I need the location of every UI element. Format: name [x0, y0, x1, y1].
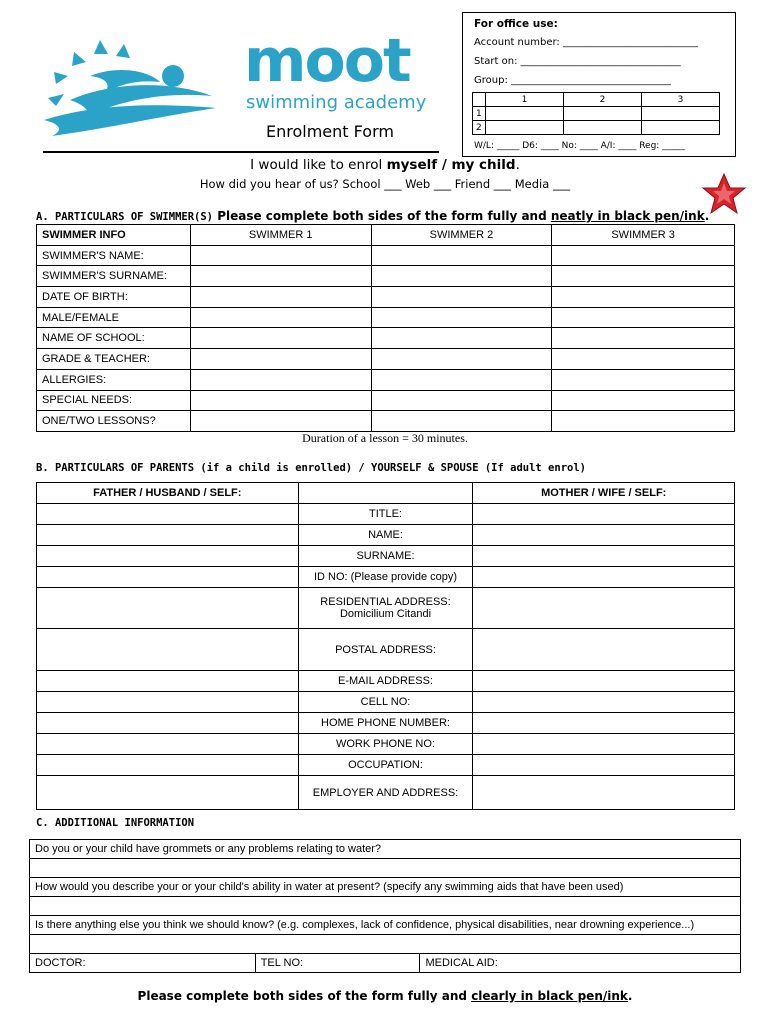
row-label: ALLERGIES:	[37, 369, 191, 390]
table-row	[30, 859, 741, 878]
table-row	[30, 897, 741, 916]
swimmer-cell[interactable]	[371, 411, 552, 432]
row-label: SPECIAL NEEDS:	[37, 390, 191, 411]
table-row	[37, 369, 735, 390]
brand-subtitle: swimming academy	[246, 92, 427, 113]
swimmer-cell[interactable]	[371, 307, 552, 328]
footer-instruction	[0, 989, 770, 1003]
table-row	[37, 588, 735, 629]
grid-row-1: 1	[473, 107, 486, 121]
father-cell[interactable]	[37, 546, 299, 567]
swimmer-1-header: SWIMMER 1	[190, 225, 371, 246]
swimmer-cell[interactable]	[371, 349, 552, 370]
table-row	[30, 916, 741, 935]
swimmer-2-header: SWIMMER 2	[371, 225, 552, 246]
grid-col-1: 1	[486, 93, 564, 107]
referral-source-line[interactable]: How did you hear of us? School ___ Web ___ Friend ___ Media ___	[199, 177, 571, 191]
start-on-field[interactable]: Start on: ________________________________	[474, 56, 681, 67]
section-b-label-rest: (if a child is enrolled) / YOURSELF & SPOUSE (If adult enrol)	[194, 462, 586, 474]
father-cell[interactable]	[37, 755, 299, 776]
swimmer-cell[interactable]	[190, 328, 371, 349]
tel-no-field[interactable]: TEL NO:	[255, 954, 420, 973]
mother-cell[interactable]	[473, 671, 735, 692]
swimmer-cell[interactable]	[190, 307, 371, 328]
swimmer-cell[interactable]	[190, 390, 371, 411]
doctor-field[interactable]: DOCTOR:	[30, 954, 256, 973]
swimmer-table	[36, 224, 735, 432]
swimmer-cell[interactable]	[190, 369, 371, 390]
row-label: ID NO: (Please provide copy)	[298, 567, 473, 588]
swimmer-cell[interactable]	[552, 369, 735, 390]
swimmer-cell[interactable]	[371, 369, 552, 390]
footer-text: Please complete both sides of the form fully and	[137, 989, 472, 1003]
wl-line[interactable]: W/L: _____ D6: ____ No: ____ A/I: ____ Reg: _____	[474, 141, 685, 151]
grid-cell[interactable]	[564, 121, 642, 135]
mother-cell[interactable]	[473, 755, 735, 776]
table-row	[37, 349, 735, 370]
ability-answer[interactable]	[30, 897, 741, 916]
swimmer-info-header: SWIMMER INFO	[37, 225, 191, 246]
table-header-row	[37, 225, 735, 246]
father-cell[interactable]	[37, 567, 299, 588]
row-label: EMPLOYER AND ADDRESS:	[298, 776, 473, 810]
row-label: GRADE & TEACHER:	[37, 349, 191, 370]
section-c-label: C. ADDITIONAL INFORMATION	[36, 817, 195, 829]
table-row	[37, 567, 735, 588]
father-header: FATHER / HUSBAND / SELF:	[37, 483, 299, 504]
father-cell[interactable]	[37, 588, 299, 629]
row-label-sub: Domicilium Citandi	[339, 608, 432, 620]
group-field[interactable]: Group: ________________________________	[474, 75, 671, 86]
grid-row-2: 2	[473, 121, 486, 135]
footer-underlined: clearly in black pen/ink	[471, 989, 628, 1003]
swimmer-cell[interactable]	[371, 328, 552, 349]
swimmer-cell[interactable]	[190, 266, 371, 287]
table-header-row	[37, 483, 735, 504]
ability-question: How would you describe your or your child's ability in water at present? (specify any swimming aids that have been used)	[30, 878, 741, 897]
father-cell[interactable]	[37, 692, 299, 713]
mother-cell[interactable]	[473, 525, 735, 546]
swimmer-cell[interactable]	[190, 287, 371, 308]
row-label: ONE/TWO LESSONS?	[37, 411, 191, 432]
section-a-header	[36, 207, 709, 225]
grommets-question: Do you or your child have grommets or any problems relating to water?	[30, 840, 741, 859]
table-row	[37, 266, 735, 287]
enrol-myself-option[interactable]: myself	[386, 157, 438, 173]
swimmer-cell[interactable]	[552, 390, 735, 411]
table-row	[37, 776, 735, 810]
row-label: OCCUPATION:	[298, 755, 473, 776]
enrol-prefix: I would like to enrol	[250, 157, 387, 173]
swimmer-cell[interactable]	[371, 266, 552, 287]
account-number-field[interactable]: Account number: ___________________________	[474, 37, 698, 48]
grid-corner	[473, 93, 486, 107]
table-row	[37, 713, 735, 734]
row-label: NAME OF SCHOOL:	[37, 328, 191, 349]
swimmer-logo-icon	[30, 36, 230, 146]
mother-header: MOTHER / WIFE / SELF:	[473, 483, 735, 504]
table-row	[30, 935, 741, 954]
swimmer-cell[interactable]	[552, 287, 735, 308]
swimmer-cell[interactable]	[190, 245, 371, 266]
father-cell[interactable]	[37, 713, 299, 734]
table-row	[37, 671, 735, 692]
mother-cell[interactable]	[473, 629, 735, 671]
father-cell[interactable]	[37, 734, 299, 755]
table-row	[37, 307, 735, 328]
mother-cell[interactable]	[473, 546, 735, 567]
grid-col-3: 3	[642, 93, 720, 107]
mother-cell[interactable]	[473, 588, 735, 629]
mother-cell[interactable]	[473, 692, 735, 713]
office-use-box	[462, 12, 736, 157]
section-a-label: A. PARTICULARS OF SWIMMER(S)	[36, 211, 214, 223]
section-b-header	[36, 458, 586, 476]
table-row	[37, 287, 735, 308]
table-row	[37, 390, 735, 411]
row-label	[298, 588, 473, 629]
table-row	[37, 629, 735, 671]
table-row	[37, 245, 735, 266]
enrol-suffix: .	[515, 157, 520, 173]
section-a-note: Please complete both sides of the form fully and	[213, 209, 551, 223]
swimmer-cell[interactable]	[552, 245, 735, 266]
office-use-heading: For office use:	[474, 18, 558, 30]
swimmer-3-header: SWIMMER 3	[552, 225, 735, 246]
father-cell[interactable]	[37, 776, 299, 810]
form-title: Enrolment Form	[266, 122, 394, 141]
section-a-note-end: .	[704, 209, 710, 223]
row-label: HOME PHONE NUMBER:	[298, 713, 473, 734]
parents-table	[36, 482, 735, 810]
grid-cell[interactable]	[486, 107, 564, 121]
table-row	[30, 878, 741, 897]
row-label: SWIMMER'S NAME:	[37, 245, 191, 266]
grommets-answer[interactable]	[30, 859, 741, 878]
table-row	[30, 954, 741, 973]
label-column-header	[298, 483, 473, 504]
enrol-my-child-option[interactable]: my child	[451, 157, 516, 173]
grid-cell[interactable]	[486, 121, 564, 135]
row-label: MALE/FEMALE	[37, 307, 191, 328]
swimmer-cell[interactable]	[552, 266, 735, 287]
table-row	[37, 734, 735, 755]
row-label: CELL NO:	[298, 692, 473, 713]
table-row	[37, 692, 735, 713]
row-label-main: RESIDENTIAL ADDRESS:	[320, 596, 451, 608]
mother-cell[interactable]	[473, 776, 735, 810]
section-b-label: B. PARTICULARS OF PARENTS	[36, 462, 195, 474]
father-cell[interactable]	[37, 504, 299, 525]
table-row	[37, 504, 735, 525]
row-label: SURNAME:	[298, 546, 473, 567]
row-label: WORK PHONE NO:	[298, 734, 473, 755]
grid-cell[interactable]	[642, 121, 720, 135]
swimmer-cell[interactable]	[190, 349, 371, 370]
swimmer-cell[interactable]	[371, 287, 552, 308]
footer-end: .	[627, 989, 633, 1003]
lesson-duration-note: Duration of a lesson = 30 minutes.	[302, 431, 468, 445]
swimmer-cell[interactable]	[552, 411, 735, 432]
mother-cell[interactable]	[473, 504, 735, 525]
section-a-note-underlined: neatly in black pen/ink	[550, 209, 705, 223]
enrol-statement	[0, 157, 770, 173]
mother-cell[interactable]	[473, 567, 735, 588]
swimmer-cell[interactable]	[190, 411, 371, 432]
other-info-question: Is there anything else you think we should know? (e.g. complexes, lack of confidence, physical disabilities, near drowning experience...)	[30, 916, 741, 935]
grid-cell[interactable]	[564, 107, 642, 121]
swimmer-cell[interactable]	[552, 307, 735, 328]
row-label: TITLE:	[298, 504, 473, 525]
swimmer-cell[interactable]	[371, 390, 552, 411]
grid-cell[interactable]	[642, 107, 720, 121]
other-info-answer[interactable]	[30, 935, 741, 954]
swimmer-cell[interactable]	[371, 245, 552, 266]
row-label: E-MAIL ADDRESS:	[298, 671, 473, 692]
grid-col-2: 2	[564, 93, 642, 107]
table-row	[37, 328, 735, 349]
table-row	[37, 755, 735, 776]
enrol-separator: /	[437, 157, 452, 173]
row-label: POSTAL ADDRESS:	[298, 629, 473, 671]
mother-cell[interactable]	[473, 713, 735, 734]
table-row	[37, 411, 735, 432]
table-row	[37, 546, 735, 567]
brand-name: moot	[244, 26, 410, 96]
father-cell[interactable]	[37, 671, 299, 692]
row-label: SWIMMER'S SURNAME:	[37, 266, 191, 287]
table-row	[30, 840, 741, 859]
row-label: DATE OF BIRTH:	[37, 287, 191, 308]
swimmer-cell[interactable]	[552, 349, 735, 370]
father-cell[interactable]	[37, 629, 299, 671]
additional-info-table	[29, 839, 741, 973]
swimmer-cell[interactable]	[552, 328, 735, 349]
mother-cell[interactable]	[473, 734, 735, 755]
father-cell[interactable]	[37, 525, 299, 546]
table-row	[37, 525, 735, 546]
office-group-grid	[472, 92, 720, 135]
title-divider	[43, 151, 439, 153]
medical-aid-field[interactable]: MEDICAL AID:	[420, 954, 741, 973]
row-label: NAME:	[298, 525, 473, 546]
